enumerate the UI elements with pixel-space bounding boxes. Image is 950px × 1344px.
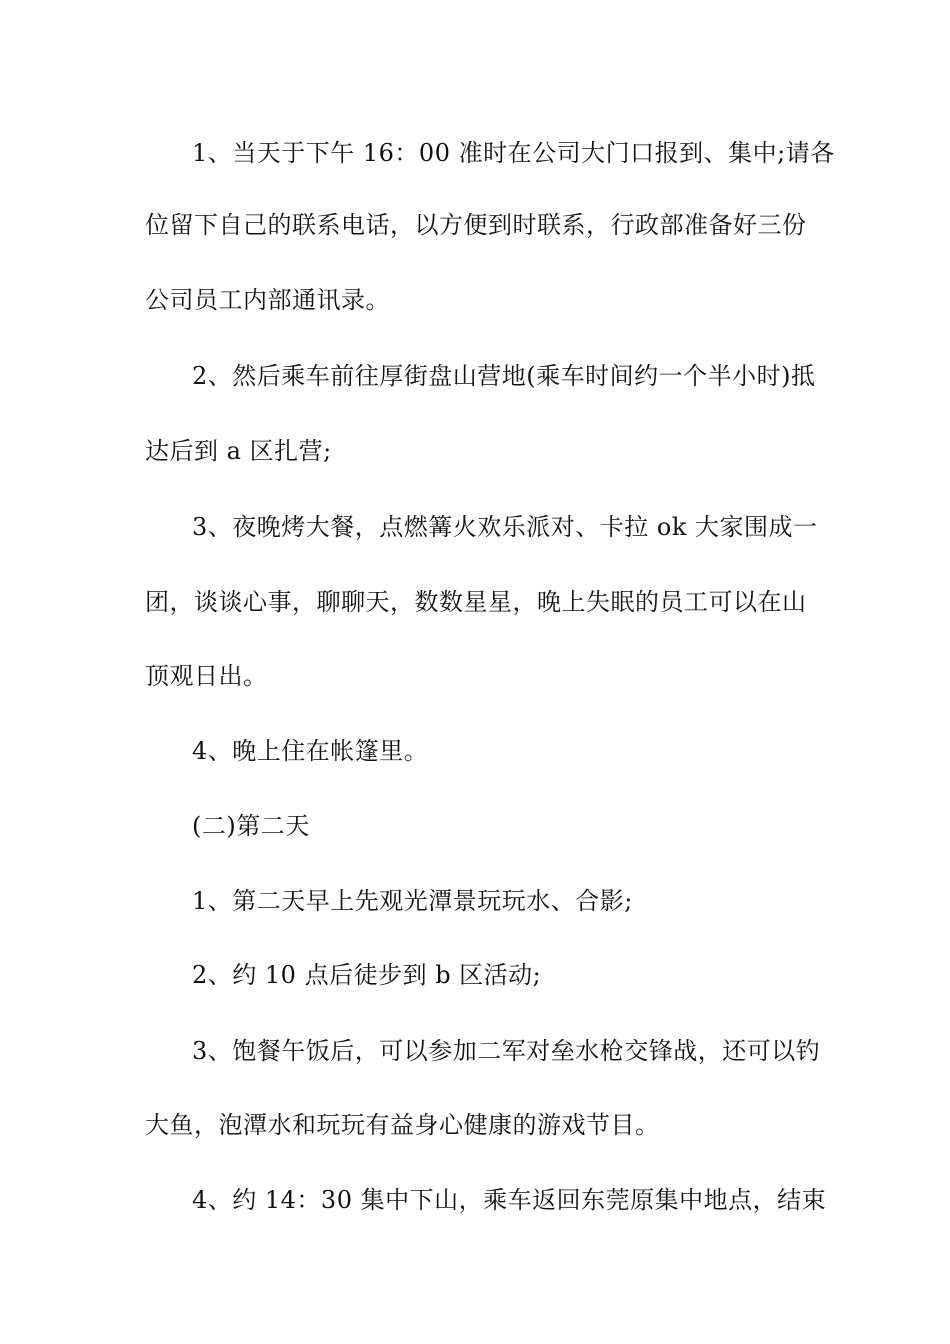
paragraph-line: 大鱼，泡潭水和玩玩有益身心健康的游戏节目。: [145, 1111, 660, 1139]
paragraph-line: 达后到 a 区扎营;: [145, 437, 332, 465]
paragraph-line: 1、第二天早上先观光潭景玩玩水、合影;: [192, 887, 633, 915]
paragraph-line: 4、约 14：30 集中下山，乘车返回东莞原集中地点，结束: [192, 1186, 827, 1214]
section-heading: (二)第二天: [192, 812, 310, 840]
paragraph-line: 位留下自己的联系电话，以方便到时联系，行政部准备好三份: [145, 211, 807, 239]
paragraph-line: 4、晚上住在帐篷里。: [192, 737, 429, 765]
paragraph-line: 1、当天于下午 16：00 准时在公司大门口报到、集中;请各: [192, 139, 835, 167]
paragraph-line: 团，谈谈心事，聊聊天，数数星星，晚上失眠的员工可以在山: [145, 588, 807, 616]
paragraph-line: 3、饱餐午饭后，可以参加二军对垒水枪交锋战，还可以钓: [192, 1037, 821, 1065]
paragraph-line: 公司员工内部通讯录。: [145, 286, 390, 314]
paragraph-line: 2、约 10 点后徒步到 b 区活动;: [192, 961, 542, 989]
paragraph-line: 2、然后乘车前往厚街盘山营地(乘车时间约一个半小时)抵: [192, 362, 816, 390]
paragraph-line: 3、夜晚烤大餐，点燃篝火欢乐派对、卡拉 ok 大家围成一: [192, 513, 818, 541]
paragraph-line: 顶观日出。: [145, 662, 268, 690]
